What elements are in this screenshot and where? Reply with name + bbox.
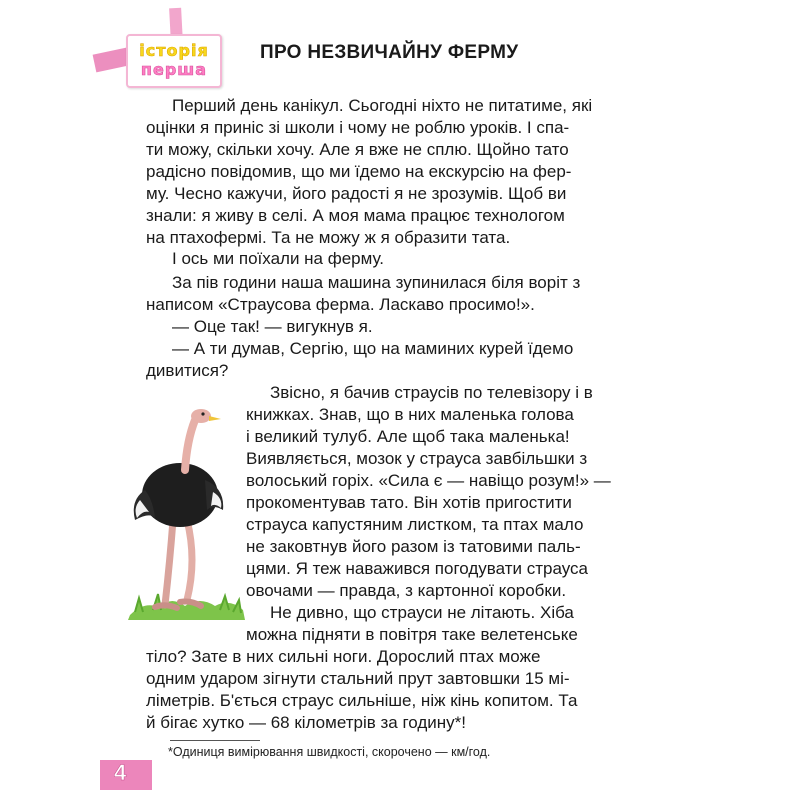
text-line: волоський горіх. «Сила є — навіщо розум!» —	[246, 471, 611, 490]
text-line: книжках. Знав, що в них маленька голова	[246, 405, 574, 424]
text-line: одним ударом зігнути стальний прут завтовшки 15 мі-	[146, 669, 570, 688]
text-line: написом «Страусова ферма. Ласкаво просимо!».	[146, 295, 535, 314]
text-line: тіло? Зате в них сильні ноги. Дорослий птах може	[146, 647, 541, 666]
text-line: ліметрів. Б'ється страус сильніше, ніж кінь копитом. Та	[146, 691, 578, 710]
ostrich-illustration	[125, 400, 250, 625]
page-number: 4	[114, 760, 127, 785]
text-line: і великий тулуб. Але щоб така маленька!	[246, 427, 570, 446]
story-badge	[126, 34, 222, 88]
text-line: — А ти думав, Сергію, що на маминих курей їдемо	[172, 339, 574, 358]
text-line: Виявляється, мозок у страуса завбільшки з	[246, 449, 588, 468]
text-line: знали: я живу в селі. А моя мама працює технологом	[146, 206, 565, 225]
text-line: можна підняти в повітря таке велетенське	[246, 625, 578, 644]
text-line: Перший день канікул. Сьогодні ніхто не питатиме, які	[172, 96, 593, 115]
page-title: ПРО НЕЗВИЧАЙНУ ФЕРМУ	[260, 42, 519, 63]
text-line: За пів години наша машина зупинилася біля воріт з	[172, 273, 581, 292]
text-line: страуса капустяним листком, та птах мало	[246, 515, 584, 534]
text-line: — Оце так! — вигукнув я.	[172, 317, 373, 336]
text-line: й бігає хутко — 68 кілометрів за годину*!	[146, 713, 467, 732]
text-line: му. Чесно кажучи, його радості я не зрозумів. Щоб ви	[146, 184, 567, 203]
badge-line-1: історія	[139, 41, 209, 60]
text-line: прокоментував тато. Він хотів пригостити	[246, 493, 572, 512]
text-line: Не дивно, що страуси не літають. Хіба	[270, 603, 574, 622]
text-line: овочами — правда, з картонної коробки.	[246, 581, 567, 600]
footnote-rule	[170, 740, 260, 741]
badge-line-2: перша	[140, 60, 208, 79]
text-line: дивитися?	[146, 361, 229, 380]
text-line: не заковтнув його разом із татовими паль-	[246, 537, 581, 556]
text-line: на птахофермі. Та не можу ж я образити тата.	[146, 228, 511, 247]
text-line: Звісно, я бачив страусів по телевізору і в	[270, 383, 593, 402]
text-line: радісно повідомив, що ми їдемо на екскурсію на фер-	[146, 162, 572, 181]
text-line: цями. Я теж наважився погодувати страуса	[246, 559, 588, 578]
text-line: І ось ми поїхали на ферму.	[172, 249, 385, 268]
text-line: ти можу, скільки хочу. Але я вже не сплю. Щойно тато	[146, 140, 569, 159]
text-line: оцінки я приніс зі школи і чому не роблю уроків. І спа-	[146, 118, 570, 137]
footnote: *Одиниця вимірювання швидкості, скорочено — км/год.	[168, 745, 491, 759]
